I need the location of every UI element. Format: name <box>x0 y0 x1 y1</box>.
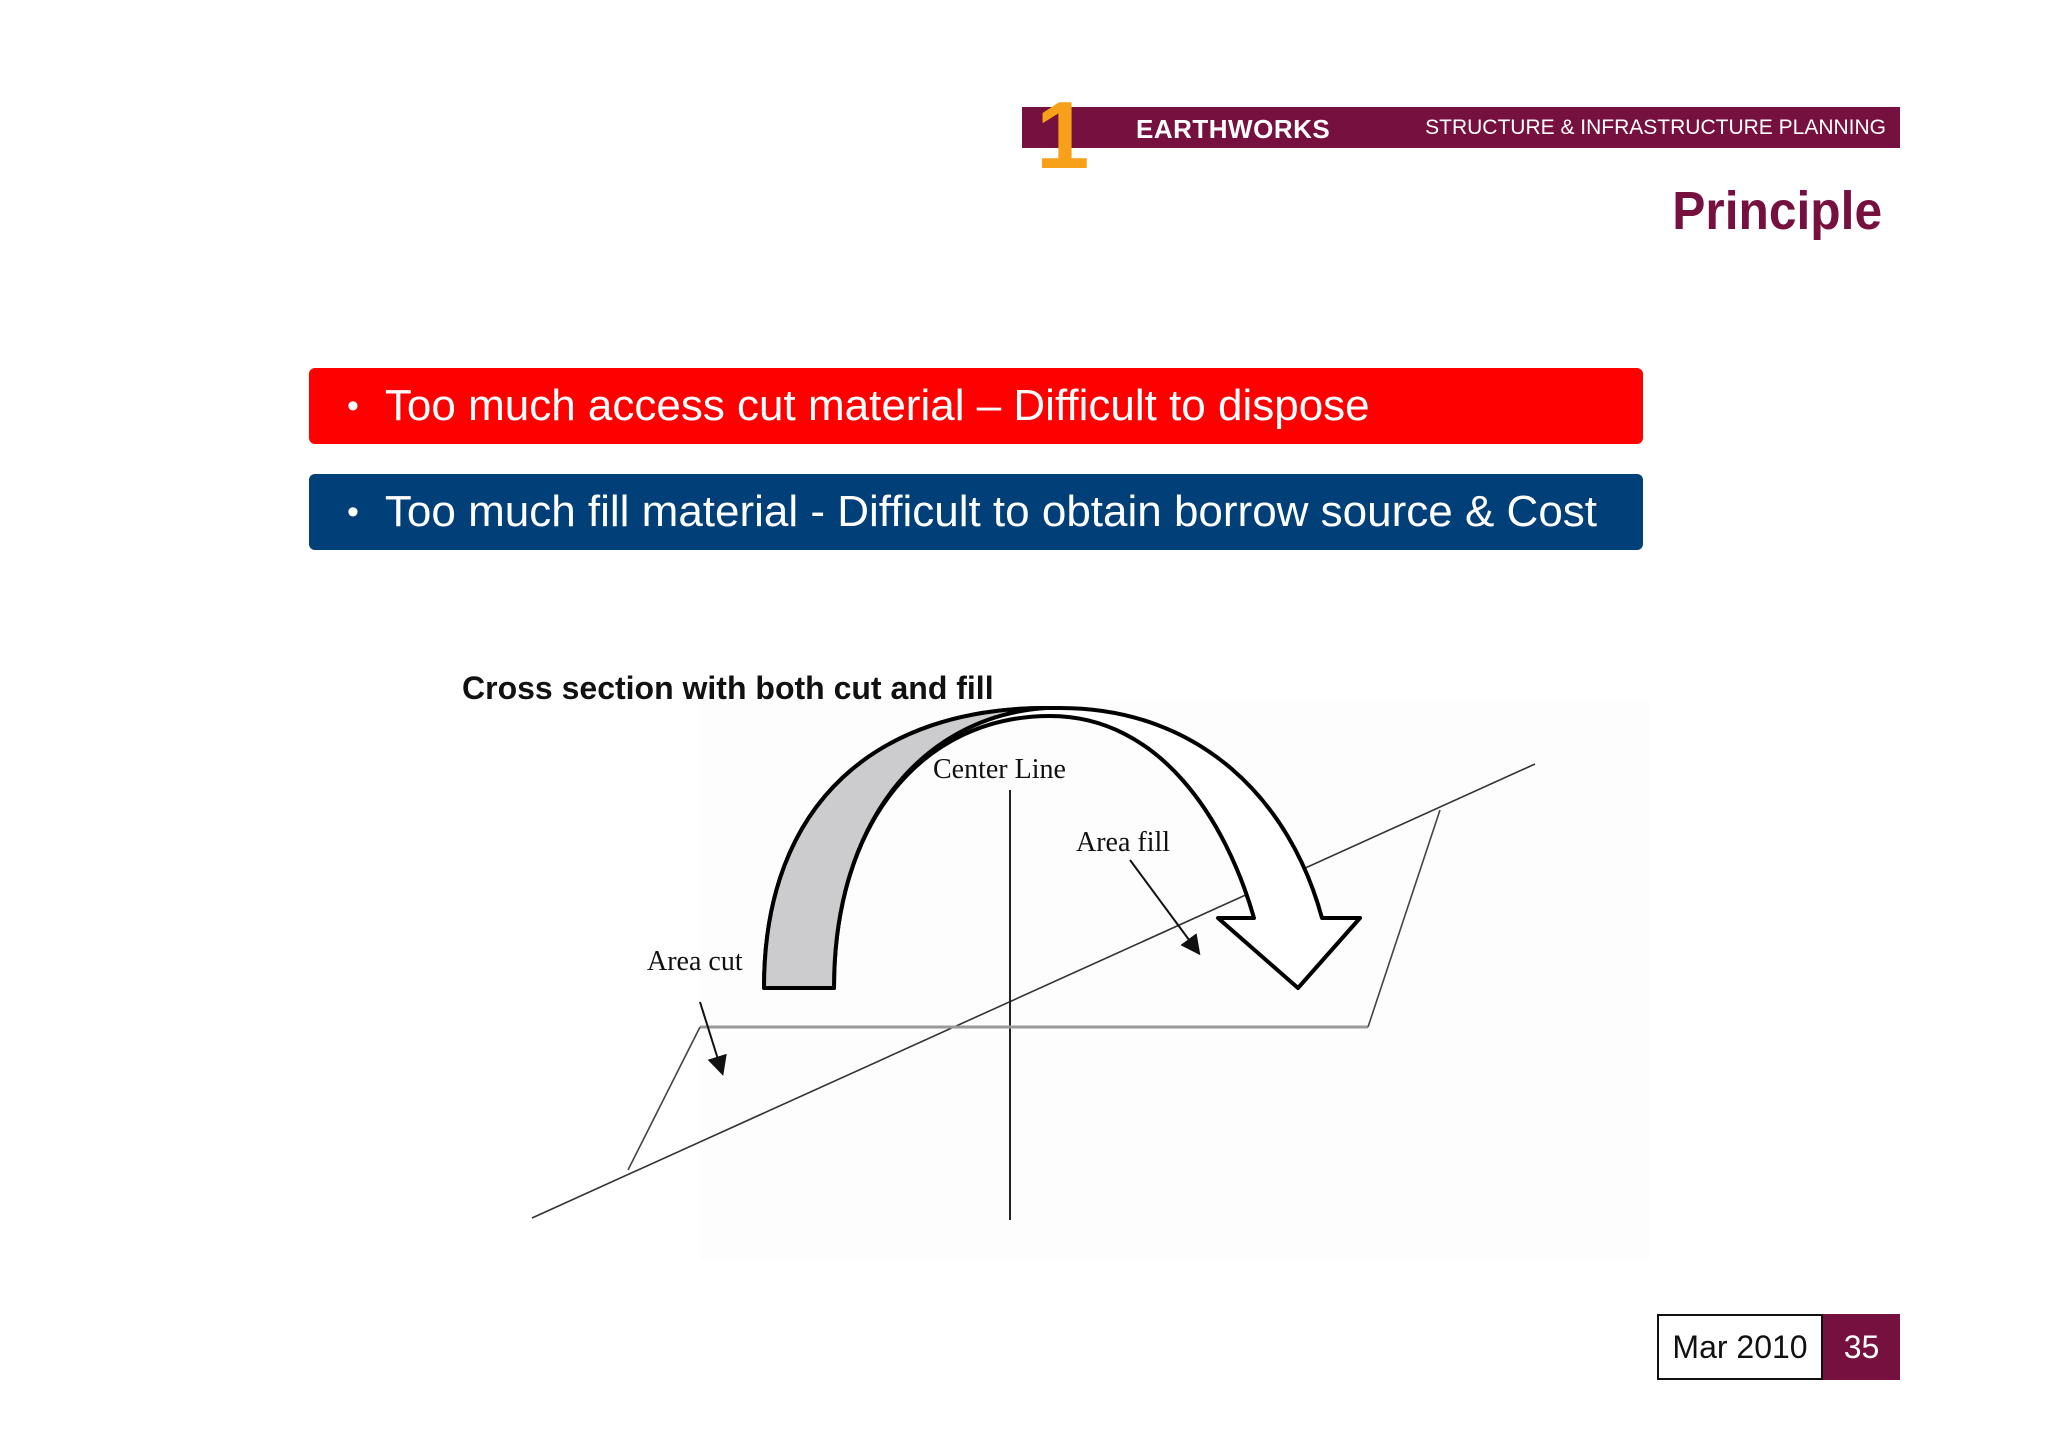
bullet-text-fill: Too much fill material - Difficult to obtain borrow source & Cost <box>384 487 1598 536</box>
area-fill-pointer <box>1130 860 1198 952</box>
transfer-arrow-shade <box>764 708 1046 988</box>
area-cut-pointer <box>700 1002 722 1072</box>
bullet-text-cut: Too much access cut material – Difficult to dispose <box>384 381 1370 430</box>
footer-page-number <box>1823 1314 1900 1380</box>
footer-page-text: 35 <box>1843 1328 1880 1365</box>
bullet-marker: • <box>347 386 359 425</box>
diagram-title: Cross section with both cut and fill <box>462 670 994 706</box>
area-fill-label: Area fill <box>1076 827 1171 858</box>
footer-date-text: Mar 2010 <box>1672 1328 1808 1365</box>
bullet-marker: • <box>347 492 359 531</box>
footer-date <box>1657 1314 1823 1380</box>
section-number: 1 <box>1036 82 1090 189</box>
section-title: EARTHWORKS <box>1136 114 1331 144</box>
area-cut-label: Area cut <box>647 946 743 977</box>
fill-slope <box>1368 810 1440 1027</box>
cut-slope <box>628 1027 700 1170</box>
ground-line <box>532 764 1535 1218</box>
center-line-label: Center Line <box>933 754 1066 785</box>
header-subtitle: STRUCTURE & INFRASTRUCTURE PLANNING <box>1425 116 1886 139</box>
page-heading: Principle <box>1672 181 1882 241</box>
